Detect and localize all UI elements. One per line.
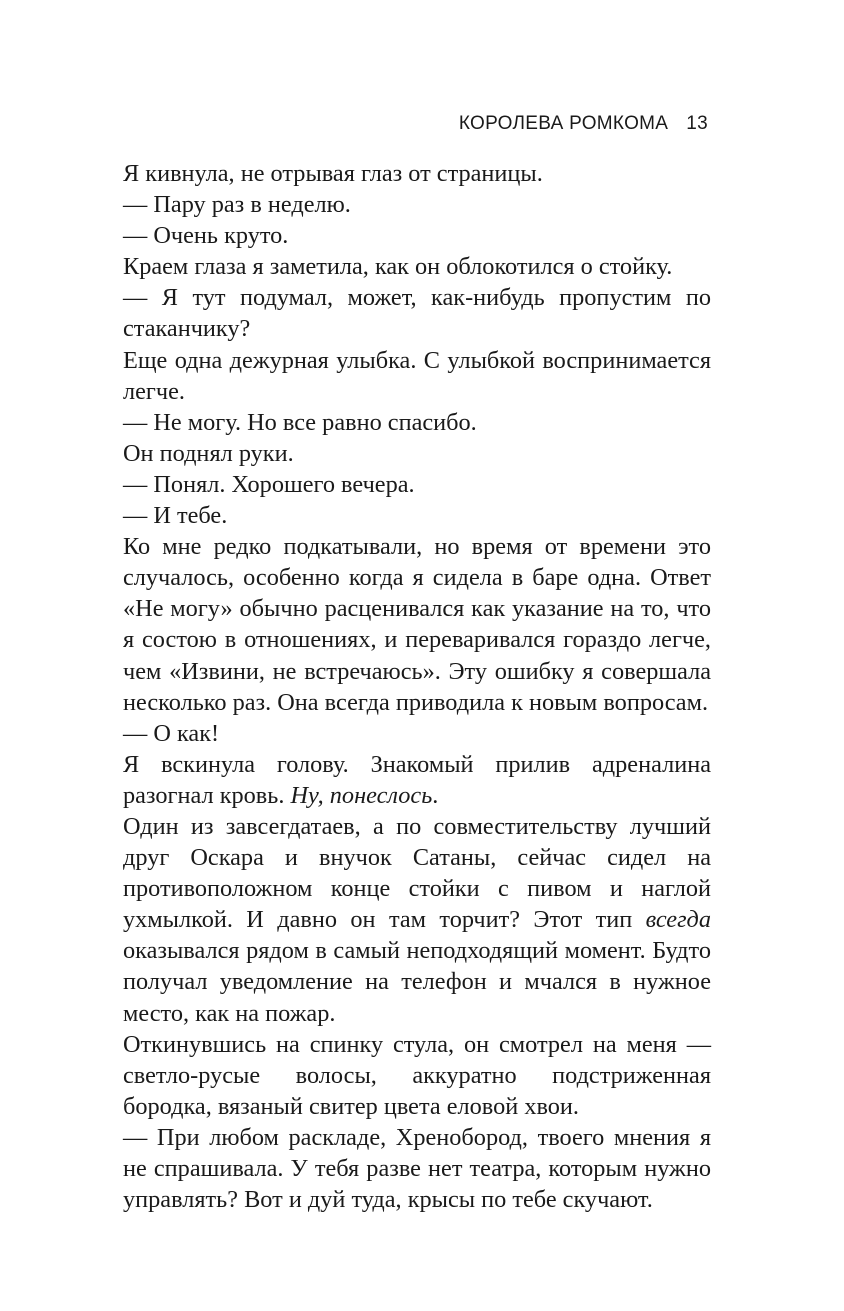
paragraph: — Понял. Хорошего вечера. [123,470,415,498]
paragraph: Краем глаза я заметила, как он облокотился о стойку. [123,253,673,281]
paragraph: Я вскинула голову. Знакомый прилив адреналина разогнал кровь. Ну, понеслось. [123,750,711,809]
italic-phrase: Ну, понеслось [290,781,433,809]
book-title: КОРОЛЕВА РОМКОМА [458,113,669,134]
paragraph: Один из завсегдатаев, а по совместительству лучший друг Оскара и внучок Сатаны, сейчас сидел на противоположном конце стойки с пивом и наглой ухмылкой. И давно он там торчит? Этот тип всегда оказывался рядом в самый неподходящий момент. Будто получал уведомление на телефон и мчался в нужное место, как на пожар. [123,812,711,1027]
paragraph: Ко мне редко подкатывали, но время от времени это случалось, особенно когда я сидела в баре одна. Ответ «Не могу» обычно расценивался как указание на то, что я состою в отношениях, и переваривался гораздо легче, чем «Извини, не встречаюсь». Эту ошибку я совершала несколько раз. Она всегда приводила к новым вопросам. [123,533,711,716]
italic-word: всегда [645,906,711,934]
paragraph: — О как! [123,719,220,747]
paragraph: — При любом раскладе, Хренобород, твоего мнения я не спрашивала. У тебя разве нет театра, которым нужно управлять? Вот и дуй туда, крысы по тебе скучают. [123,1123,711,1214]
paragraph: — Не могу. Но все равно спасибо. [123,408,477,436]
paragraph: — Очень круто. [123,222,289,250]
page-number: 13 [686,113,708,134]
paragraph: Он поднял руки. [123,439,294,467]
paragraph: Откинувшись на спинку стула, он смотрел на меня — светло-русые волосы, аккуратно подстриженная бородка, вязаный свитер цвета еловой хвои. [123,1030,711,1120]
paragraph: — Пару раз в неделю. [123,191,351,219]
paragraph: — И тебе. [123,502,228,530]
paragraph: Я кивнула, не отрывая глаз от страницы. [123,160,543,187]
body-text [123,158,711,1215]
paragraph: Еще одна дежурная улыбка. С улыбкой воспринимается легче. [123,346,711,405]
running-head [459,113,708,135]
paragraph: — Я тут подумал, может, как-нибудь пропустим по стаканчику? [123,284,711,343]
